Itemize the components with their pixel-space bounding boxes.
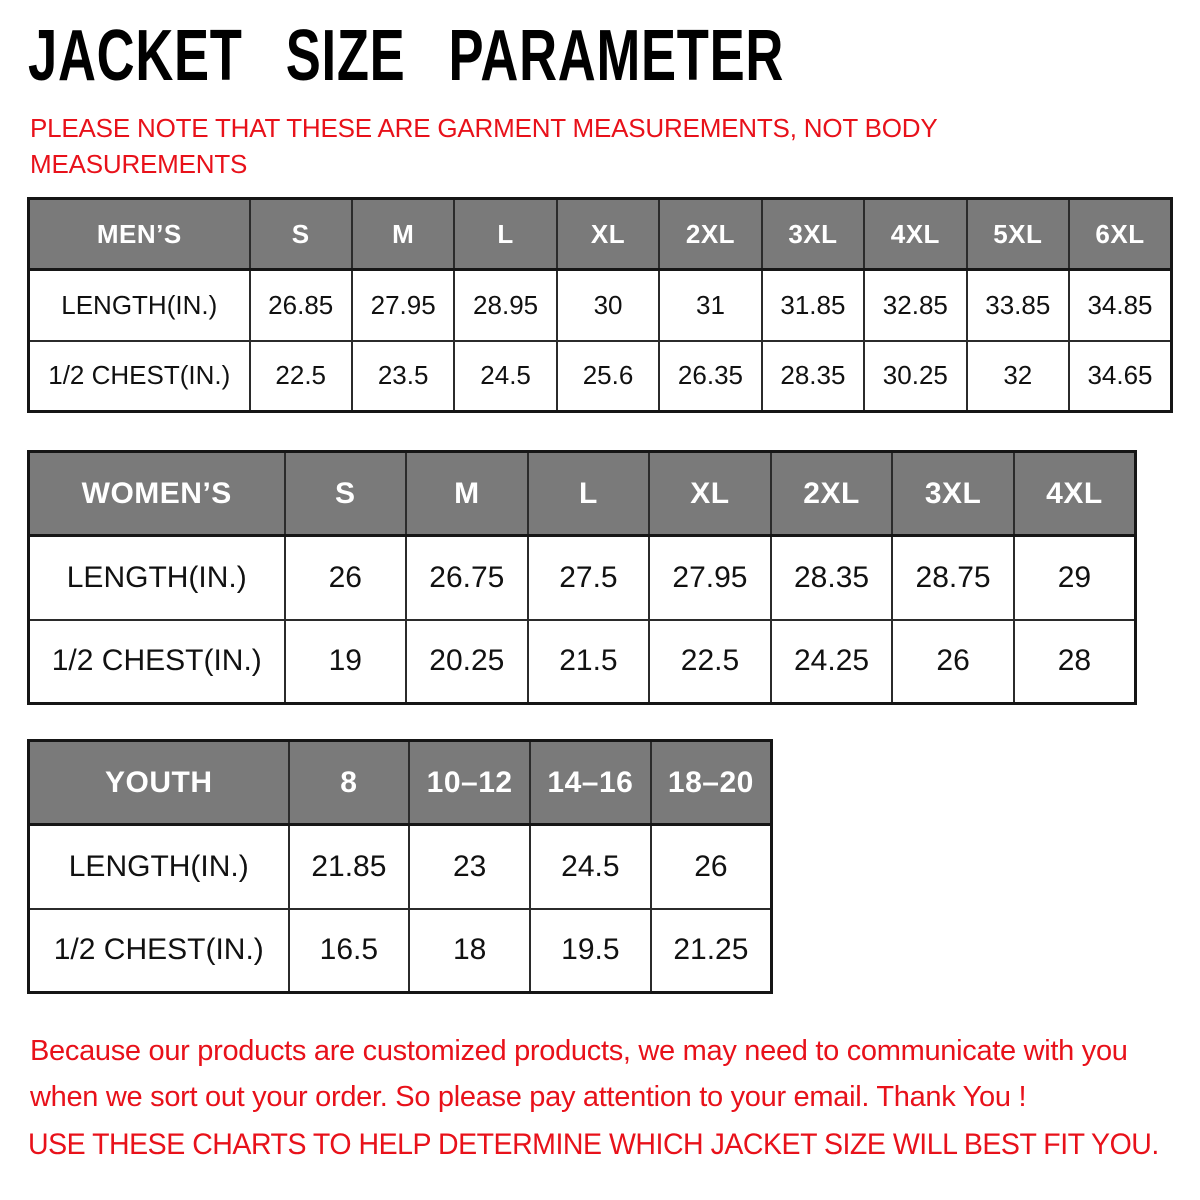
womens-value-cell: 24.25 xyxy=(771,620,893,704)
womens-value-cell: 21.5 xyxy=(528,620,650,704)
youth-value-cell: 23 xyxy=(409,825,530,909)
mens-data-row xyxy=(29,270,1172,341)
womens-value-cell: 28.35 xyxy=(771,536,893,620)
womens-size-header: S xyxy=(285,452,407,536)
mens-value-cell: 34.85 xyxy=(1069,270,1172,341)
mens-value-cell: 31 xyxy=(659,270,761,341)
womens-value-cell: 20.25 xyxy=(406,620,528,704)
mens-value-cell: 30.25 xyxy=(864,341,966,412)
mens-value-cell: 25.6 xyxy=(557,341,659,412)
youth-value-cell: 18 xyxy=(409,909,530,993)
womens-value-cell: 29 xyxy=(1014,536,1136,620)
mens-value-cell: 22.5 xyxy=(250,341,352,412)
page-title: JACKET SIZE PARAMETER xyxy=(28,16,785,96)
mens-value-cell: 23.5 xyxy=(352,341,454,412)
mens-value-cell: 28.95 xyxy=(454,270,556,341)
mens-size-header: L xyxy=(454,199,556,270)
mens-size-header: 4XL xyxy=(864,199,966,270)
youth-value-cell: 24.5 xyxy=(530,825,651,909)
mens-size-header: XL xyxy=(557,199,659,270)
mens-size-header: S xyxy=(250,199,352,270)
chart-usage-advice: USE THESE CHARTS TO HELP DETERMINE WHICH JACKET SIZE WILL BEST FIT YOU. xyxy=(28,1128,1159,1161)
womens-value-cell: 26 xyxy=(892,620,1014,704)
mens-value-cell: 24.5 xyxy=(454,341,556,412)
womens-table-title: WOMEN’S xyxy=(29,452,285,536)
customization-notice xyxy=(30,1028,1128,1120)
mens-data-row xyxy=(29,341,1172,412)
youth-value-cell: 21.25 xyxy=(651,909,772,993)
womens-value-cell: 28 xyxy=(1014,620,1136,704)
youth-row-label: LENGTH(IN.) xyxy=(29,825,289,909)
womens-size-header: 3XL xyxy=(892,452,1014,536)
mens-value-cell: 32 xyxy=(967,341,1069,412)
womens-size-header: 4XL xyxy=(1014,452,1136,536)
mens-size-header: 5XL xyxy=(967,199,1069,270)
garment-note-line1: PLEASE NOTE THAT THESE ARE GARMENT MEASUREMENTS, NOT BODY xyxy=(30,113,938,143)
womens-value-cell: 26 xyxy=(285,536,407,620)
youth-size-table xyxy=(27,739,773,994)
mens-value-cell: 33.85 xyxy=(967,270,1069,341)
womens-value-cell: 27.95 xyxy=(649,536,771,620)
womens-value-cell: 22.5 xyxy=(649,620,771,704)
womens-value-cell: 27.5 xyxy=(528,536,650,620)
mens-value-cell: 32.85 xyxy=(864,270,966,341)
customization-notice-line2: when we sort out your order. So please pay attention to your email. Thank You ! xyxy=(30,1081,1027,1113)
youth-size-header: 10–12 xyxy=(409,741,530,825)
youth-table-title: YOUTH xyxy=(29,741,289,825)
mens-size-header: 2XL xyxy=(659,199,761,270)
mens-value-cell: 34.65 xyxy=(1069,341,1172,412)
youth-value-cell: 19.5 xyxy=(530,909,651,993)
customization-notice-line1: Because our products are customized products, we may need to communicate with you xyxy=(30,1035,1128,1067)
mens-size-header: 3XL xyxy=(762,199,864,270)
womens-value-cell: 28.75 xyxy=(892,536,1014,620)
youth-value-cell: 16.5 xyxy=(289,909,410,993)
mens-value-cell: 30 xyxy=(557,270,659,341)
youth-data-row xyxy=(29,909,772,993)
youth-value-cell: 21.85 xyxy=(289,825,410,909)
garment-note-line2: MEASUREMENTS xyxy=(30,149,248,179)
garment-measurement-note xyxy=(30,110,937,182)
mens-row-label: LENGTH(IN.) xyxy=(29,270,250,341)
womens-value-cell: 19 xyxy=(285,620,407,704)
womens-data-row xyxy=(29,536,1136,620)
youth-size-header: 14–16 xyxy=(530,741,651,825)
womens-size-header: 2XL xyxy=(771,452,893,536)
womens-row-label: LENGTH(IN.) xyxy=(29,536,285,620)
mens-value-cell: 27.95 xyxy=(352,270,454,341)
womens-size-header: M xyxy=(406,452,528,536)
youth-data-row xyxy=(29,825,772,909)
mens-value-cell: 26.35 xyxy=(659,341,761,412)
youth-row-label: 1/2 CHEST(IN.) xyxy=(29,909,289,993)
womens-row-label: 1/2 CHEST(IN.) xyxy=(29,620,285,704)
youth-value-cell: 26 xyxy=(651,825,772,909)
mens-value-cell: 26.85 xyxy=(250,270,352,341)
womens-value-cell: 26.75 xyxy=(406,536,528,620)
mens-value-cell: 31.85 xyxy=(762,270,864,341)
youth-size-header: 18–20 xyxy=(651,741,772,825)
mens-header-row xyxy=(29,199,1172,270)
mens-size-header: 6XL xyxy=(1069,199,1172,270)
womens-data-row xyxy=(29,620,1136,704)
womens-size-header: L xyxy=(528,452,650,536)
womens-size-table xyxy=(27,450,1137,705)
mens-size-header: M xyxy=(352,199,454,270)
mens-size-table xyxy=(27,197,1173,413)
womens-size-header: XL xyxy=(649,452,771,536)
mens-row-label: 1/2 CHEST(IN.) xyxy=(29,341,250,412)
youth-header-row xyxy=(29,741,772,825)
mens-table-title: MEN’S xyxy=(29,199,250,270)
mens-value-cell: 28.35 xyxy=(762,341,864,412)
womens-header-row xyxy=(29,452,1136,536)
youth-size-header: 8 xyxy=(289,741,410,825)
